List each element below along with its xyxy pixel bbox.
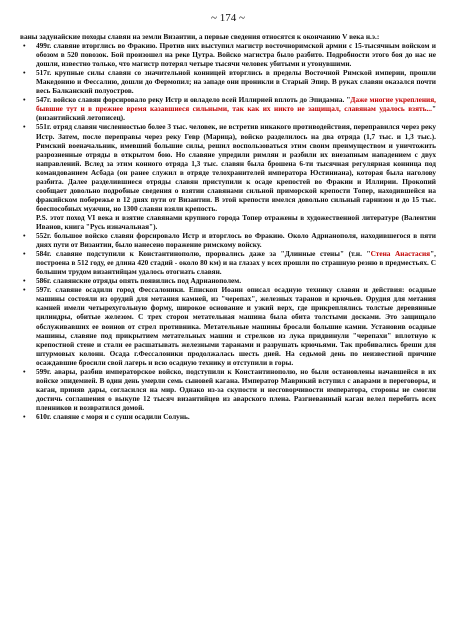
- page: [20, 12, 436, 421]
- list-item: [20, 249, 436, 276]
- entry-text: 517г. крупные силы славян со значительной конницей вторглись в пределы Восточной Римской империи, прошли Македонию и Фессалию, дошли до Фермопил; на западе они проникли в Старый Эпир. В руках славян оказался почти весь Балканский полуостров.: [36, 68, 436, 96]
- ps-note: P.S. этот поход VI века и взятие славянами крупного города Топер отражены в художественной литературе (Валентин Иванов, книга "Русь изначальная").: [36, 212, 436, 231]
- entry-text: 610г. славяне с моря и с суши осадили Солунь.: [36, 411, 190, 421]
- entry-text: ", построена в 512 году, ее длина 420 стадий - около 80 км) и на глазах у всех прошли по страшную резню в предместьях. С большим трудом византийцам удалось отогнать славян.: [36, 249, 436, 277]
- list-item: [20, 68, 436, 95]
- list-item: [20, 276, 436, 285]
- list-item: [20, 95, 436, 122]
- red-highlight: Стена Анастасия: [370, 249, 431, 259]
- red-quote: Даже многие укрепления, бывшие тут и в прежнее время казавшиеся сильными, так как их никто не защищал, славянам удалось взять...: [36, 95, 436, 114]
- entry-text: 599г. авары, разбив императорское войско, подступили к Константинополю, но были остановлены начавшейся в их войске эпидемией. В один день умерли семь сыновей кагана. Император Маврикий вступил с аварами в переговоры, и каган, приняв дары, согласился на мир. Однако из-за скупости и несговорчивости императора, стороны не смогли достичь соглашения о выкупе 12 тысяч византийцев из аварского плена. Разгневанный каган велел перебить всех пленников и возвратился домой.: [36, 366, 436, 412]
- list-item: [20, 367, 436, 412]
- event-list-continued: [20, 231, 436, 421]
- entry-text: 499г. славяне вторглись во Фракию. Против них выступил магистр восточноримской армии с 15-тысячным войском и обозом в 520 повозок. Бой произошел на реке Цутра. Войско магистра было разбито. Подробности этого боя до нас не дошли, известно только, что магистр потерял четыре тысячи человек убитыми и утонувшими.: [36, 41, 436, 69]
- list-item: [20, 41, 436, 68]
- body-text: [20, 32, 436, 421]
- entry-text: 597г. славяне осадили город Фессалоники. Епископ Иоанн описал осадную технику славян и действия: осадные машины состояли из орудий для метания камней, из "черепах", железных таранов и крючьев. Орудия для метания камней имели четырехугольную форму, широкое основание и узкий верх, где прикреплялись толстые деревянные цилиндры, обитые железом. С трех сторон метательная машина была обита толстыми досками. Это защищало обслуживавших ее воинов от стрел противника. Метательные машины бросали большие камни. Установив осадные машины, славяне под прикрытием метательных машин и стрелков из лука придвинули "черепахи" вплотную к крепостной стене и стали ее расшатывать железными таранами и разрушать крючьями. Так пробивались бреши для штурмовых колонн. Осада г.Фессалоники продолжалась шесть дней. На седьмой день по неизвестной причине осаждавшие бросили свой лагерь и всю осадную технику и отступили в горы.: [36, 285, 436, 367]
- entry-text: 584г. славяне подступили к Константинополю, прорвались даже за "Длинные стены" (т.н. ": [36, 249, 371, 259]
- entry-text: 552г. большое войско славян форсировало Истр и вторглось во Фракию. Около Адрианополя, находившегося в пяти днях пути от Византии, было нанесено поражение римскому войску.: [36, 231, 436, 250]
- entry-text: 547г. войско славян форсировало реку Истр и овладело всей Иллирией вплоть до Эпидамна. ": [36, 95, 351, 105]
- list-item: [20, 285, 436, 366]
- list-item: [20, 412, 436, 421]
- entry-text: 586г. славянские отряды опять появились под Адрианополем.: [36, 276, 242, 286]
- entry-text: " (византийский летописец).: [36, 104, 436, 123]
- intro-paragraph: ваны задунайские походы славян на земли Византии, а первые сведения относятся к окончанию V века н.э.:: [20, 32, 380, 41]
- list-item: [20, 231, 436, 249]
- list-item: [20, 122, 436, 212]
- entry-text: 551г. отряд славян численностью более 3 тыс. человек, не встретив никакого противодействия, переправился через реку Истр. Затем, после переправы через реку Гевр (Марица), войско разделилось на два отряда (1,7 тыс. и 1,3 тыс.). Римский военачальник, имевший большие силы, решил воспользоваться этим своим преимуществом и уничтожить разрозненные отряды в открытом бою. Но славяне упредили римлян и разбили их внезапным нападением с двух направлений. Вслед за этим конного отряда 1,3 тыс. славян была брошена 6-ти тысячная регулярная конница под командованием Асбада (он ранее служил в отряде телохранителей императора Юстиниана), которая была наголову разбита. Далее разделившиеся отряды славян приступили к осаде крепостей во Фракии и Иллирии. Прокопий сообщает довольно подробные сведения о взятии славянами сильной приморской крепости Топер, находившейся на фракийском побережье в 12 днях пути от Византии. В этой крепости имелся довольно сильный гарнизон и до 15 тыс. боеспособных мужчин, но 1300 славян взяли крепость.: [36, 122, 436, 213]
- page-number: ~ 174 ~: [211, 12, 245, 24]
- event-list: [20, 41, 436, 213]
